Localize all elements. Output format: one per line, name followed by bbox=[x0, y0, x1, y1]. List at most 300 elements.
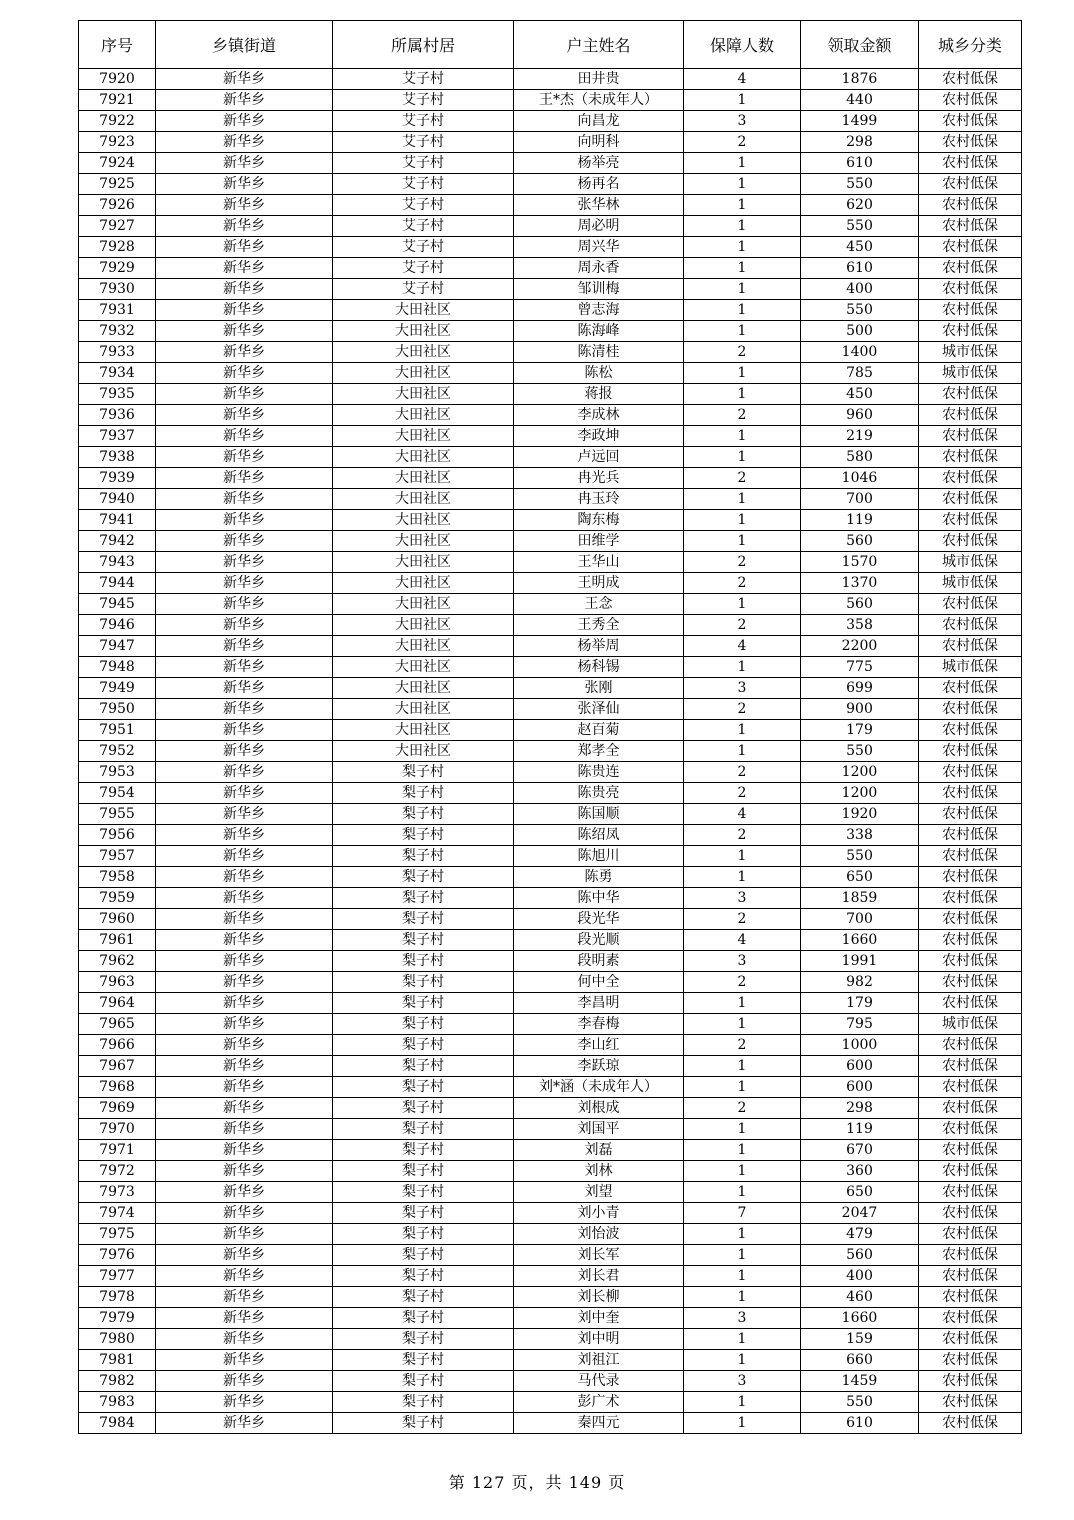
cell-householder: 刘长君 bbox=[514, 1266, 684, 1287]
cell-category: 农村低保 bbox=[919, 972, 1022, 993]
cell-index: 7935 bbox=[79, 384, 156, 405]
cell-persons: 1 bbox=[684, 657, 801, 678]
cell-persons: 1 bbox=[684, 1245, 801, 1266]
col-header-householder: 户主姓名 bbox=[514, 21, 684, 69]
cell-householder: 王华山 bbox=[514, 552, 684, 573]
cell-index: 7951 bbox=[79, 720, 156, 741]
cell-category: 农村低保 bbox=[919, 1119, 1022, 1140]
cell-amount: 179 bbox=[801, 993, 919, 1014]
cell-category: 农村低保 bbox=[919, 1056, 1022, 1077]
cell-householder: 陈勇 bbox=[514, 867, 684, 888]
cell-index: 7924 bbox=[79, 153, 156, 174]
cell-amount: 620 bbox=[801, 195, 919, 216]
cell-index: 7956 bbox=[79, 825, 156, 846]
cell-persons: 1 bbox=[684, 1392, 801, 1413]
cell-index: 7946 bbox=[79, 615, 156, 636]
cell-index: 7948 bbox=[79, 657, 156, 678]
cell-township: 新华乡 bbox=[156, 825, 333, 846]
cell-householder: 田维学 bbox=[514, 531, 684, 552]
cell-village: 梨子村 bbox=[333, 951, 514, 972]
cell-index: 7942 bbox=[79, 531, 156, 552]
cell-persons: 3 bbox=[684, 111, 801, 132]
cell-persons: 1 bbox=[684, 489, 801, 510]
cell-persons: 2 bbox=[684, 699, 801, 720]
cell-householder: 刘祖江 bbox=[514, 1350, 684, 1371]
table-row bbox=[79, 300, 1022, 321]
cell-householder: 杨举亮 bbox=[514, 153, 684, 174]
table-row bbox=[79, 237, 1022, 258]
cell-amount: 610 bbox=[801, 153, 919, 174]
cell-amount: 560 bbox=[801, 1245, 919, 1266]
cell-index: 7954 bbox=[79, 783, 156, 804]
cell-persons: 1 bbox=[684, 363, 801, 384]
cell-category: 农村低保 bbox=[919, 1371, 1022, 1392]
cell-amount: 219 bbox=[801, 426, 919, 447]
table-row bbox=[79, 1056, 1022, 1077]
cell-village: 梨子村 bbox=[333, 1308, 514, 1329]
cell-township: 新华乡 bbox=[156, 573, 333, 594]
cell-index: 7930 bbox=[79, 279, 156, 300]
cell-householder: 陈国顺 bbox=[514, 804, 684, 825]
cell-householder: 陈中华 bbox=[514, 888, 684, 909]
table-row bbox=[79, 888, 1022, 909]
cell-village: 梨子村 bbox=[333, 1203, 514, 1224]
cell-village: 大田社区 bbox=[333, 573, 514, 594]
cell-category: 农村低保 bbox=[919, 720, 1022, 741]
cell-amount: 795 bbox=[801, 1014, 919, 1035]
cell-index: 7966 bbox=[79, 1035, 156, 1056]
cell-category: 农村低保 bbox=[919, 237, 1022, 258]
cell-village: 梨子村 bbox=[333, 783, 514, 804]
cell-index: 7938 bbox=[79, 447, 156, 468]
cell-index: 7959 bbox=[79, 888, 156, 909]
cell-householder: 陈绍凤 bbox=[514, 825, 684, 846]
cell-village: 大田社区 bbox=[333, 531, 514, 552]
table-row bbox=[79, 258, 1022, 279]
table-row bbox=[79, 699, 1022, 720]
cell-householder: 向明科 bbox=[514, 132, 684, 153]
cell-township: 新华乡 bbox=[156, 447, 333, 468]
cell-householder: 王秀全 bbox=[514, 615, 684, 636]
cell-township: 新华乡 bbox=[156, 1413, 333, 1434]
table-row bbox=[79, 1350, 1022, 1371]
cell-village: 大田社区 bbox=[333, 489, 514, 510]
table-row bbox=[79, 783, 1022, 804]
cell-amount: 550 bbox=[801, 300, 919, 321]
cell-category: 农村低保 bbox=[919, 741, 1022, 762]
cell-village: 大田社区 bbox=[333, 405, 514, 426]
cell-amount: 338 bbox=[801, 825, 919, 846]
cell-index: 7923 bbox=[79, 132, 156, 153]
cell-householder: 刘中明 bbox=[514, 1329, 684, 1350]
cell-category: 农村低保 bbox=[919, 1392, 1022, 1413]
cell-index: 7960 bbox=[79, 909, 156, 930]
cell-householder: 彭广术 bbox=[514, 1392, 684, 1413]
cell-village: 艾子村 bbox=[333, 69, 514, 90]
cell-householder: 王明成 bbox=[514, 573, 684, 594]
cell-persons: 2 bbox=[684, 825, 801, 846]
cell-householder: 刘根成 bbox=[514, 1098, 684, 1119]
table-row bbox=[79, 1182, 1022, 1203]
cell-category: 农村低保 bbox=[919, 426, 1022, 447]
cell-township: 新华乡 bbox=[156, 1119, 333, 1140]
table-row bbox=[79, 1308, 1022, 1329]
cell-township: 新华乡 bbox=[156, 804, 333, 825]
cell-village: 梨子村 bbox=[333, 1287, 514, 1308]
table-row bbox=[79, 1077, 1022, 1098]
cell-index: 7934 bbox=[79, 363, 156, 384]
cell-persons: 3 bbox=[684, 678, 801, 699]
cell-index: 7970 bbox=[79, 1119, 156, 1140]
cell-householder: 蒋报 bbox=[514, 384, 684, 405]
cell-index: 7949 bbox=[79, 678, 156, 699]
cell-township: 新华乡 bbox=[156, 699, 333, 720]
cell-householder: 陈清桂 bbox=[514, 342, 684, 363]
cell-householder: 赵百菊 bbox=[514, 720, 684, 741]
table-row bbox=[79, 426, 1022, 447]
cell-index: 7929 bbox=[79, 258, 156, 279]
cell-persons: 2 bbox=[684, 1035, 801, 1056]
table-row bbox=[79, 636, 1022, 657]
cell-township: 新华乡 bbox=[156, 1392, 333, 1413]
cell-householder: 李山红 bbox=[514, 1035, 684, 1056]
cell-village: 大田社区 bbox=[333, 552, 514, 573]
cell-village: 梨子村 bbox=[333, 972, 514, 993]
cell-amount: 450 bbox=[801, 384, 919, 405]
cell-village: 大田社区 bbox=[333, 594, 514, 615]
cell-township: 新华乡 bbox=[156, 531, 333, 552]
cell-township: 新华乡 bbox=[156, 762, 333, 783]
cell-category: 农村低保 bbox=[919, 909, 1022, 930]
cell-category: 农村低保 bbox=[919, 846, 1022, 867]
cell-category: 农村低保 bbox=[919, 678, 1022, 699]
table-row bbox=[79, 153, 1022, 174]
cell-persons: 2 bbox=[684, 615, 801, 636]
cell-index: 7922 bbox=[79, 111, 156, 132]
cell-persons: 4 bbox=[684, 804, 801, 825]
table-row bbox=[79, 69, 1022, 90]
cell-category: 农村低保 bbox=[919, 1161, 1022, 1182]
cell-index: 7937 bbox=[79, 426, 156, 447]
table-row bbox=[79, 993, 1022, 1014]
cell-index: 7969 bbox=[79, 1098, 156, 1119]
cell-category: 农村低保 bbox=[919, 762, 1022, 783]
cell-persons: 1 bbox=[684, 300, 801, 321]
cell-village: 梨子村 bbox=[333, 1161, 514, 1182]
cell-index: 7939 bbox=[79, 468, 156, 489]
cell-index: 7965 bbox=[79, 1014, 156, 1035]
cell-index: 7936 bbox=[79, 405, 156, 426]
cell-index: 7950 bbox=[79, 699, 156, 720]
cell-index: 7964 bbox=[79, 993, 156, 1014]
cell-township: 新华乡 bbox=[156, 468, 333, 489]
cell-township: 新华乡 bbox=[156, 384, 333, 405]
cell-township: 新华乡 bbox=[156, 930, 333, 951]
cell-householder: 卢远回 bbox=[514, 447, 684, 468]
cell-category: 农村低保 bbox=[919, 321, 1022, 342]
cell-township: 新华乡 bbox=[156, 237, 333, 258]
cell-category: 农村低保 bbox=[919, 594, 1022, 615]
cell-amount: 119 bbox=[801, 510, 919, 531]
table-row bbox=[79, 1119, 1022, 1140]
cell-amount: 700 bbox=[801, 909, 919, 930]
cell-index: 7927 bbox=[79, 216, 156, 237]
cell-householder: 李春梅 bbox=[514, 1014, 684, 1035]
cell-persons: 2 bbox=[684, 552, 801, 573]
cell-category: 城市低保 bbox=[919, 657, 1022, 678]
cell-township: 新华乡 bbox=[156, 1161, 333, 1182]
cell-category: 农村低保 bbox=[919, 951, 1022, 972]
cell-village: 大田社区 bbox=[333, 699, 514, 720]
cell-category: 农村低保 bbox=[919, 825, 1022, 846]
cell-index: 7943 bbox=[79, 552, 156, 573]
cell-village: 梨子村 bbox=[333, 1266, 514, 1287]
cell-township: 新华乡 bbox=[156, 783, 333, 804]
cell-township: 新华乡 bbox=[156, 909, 333, 930]
cell-amount: 1370 bbox=[801, 573, 919, 594]
cell-township: 新华乡 bbox=[156, 1371, 333, 1392]
cell-amount: 550 bbox=[801, 741, 919, 762]
cell-amount: 550 bbox=[801, 174, 919, 195]
cell-householder: 何中全 bbox=[514, 972, 684, 993]
cell-amount: 982 bbox=[801, 972, 919, 993]
cell-amount: 159 bbox=[801, 1329, 919, 1350]
cell-category: 农村低保 bbox=[919, 1329, 1022, 1350]
cell-householder: 刘国平 bbox=[514, 1119, 684, 1140]
cell-township: 新华乡 bbox=[156, 1056, 333, 1077]
cell-index: 7984 bbox=[79, 1413, 156, 1434]
cell-township: 新华乡 bbox=[156, 195, 333, 216]
cell-amount: 900 bbox=[801, 699, 919, 720]
cell-householder: 周兴华 bbox=[514, 237, 684, 258]
cell-village: 梨子村 bbox=[333, 762, 514, 783]
table-row bbox=[79, 216, 1022, 237]
cell-persons: 1 bbox=[684, 594, 801, 615]
cell-index: 7957 bbox=[79, 846, 156, 867]
cell-persons: 2 bbox=[684, 468, 801, 489]
cell-category: 农村低保 bbox=[919, 195, 1022, 216]
cell-index: 7973 bbox=[79, 1182, 156, 1203]
cell-village: 大田社区 bbox=[333, 636, 514, 657]
table-row bbox=[79, 1224, 1022, 1245]
table-row bbox=[79, 1035, 1022, 1056]
cell-persons: 4 bbox=[684, 69, 801, 90]
cell-amount: 550 bbox=[801, 846, 919, 867]
cell-category: 农村低保 bbox=[919, 531, 1022, 552]
cell-township: 新华乡 bbox=[156, 867, 333, 888]
cell-category: 农村低保 bbox=[919, 384, 1022, 405]
col-header-village: 所属村居 bbox=[333, 21, 514, 69]
table-row bbox=[79, 1329, 1022, 1350]
cell-village: 梨子村 bbox=[333, 1413, 514, 1434]
cell-persons: 1 bbox=[684, 90, 801, 111]
cell-householder: 刘长柳 bbox=[514, 1287, 684, 1308]
cell-category: 农村低保 bbox=[919, 1413, 1022, 1434]
cell-township: 新华乡 bbox=[156, 594, 333, 615]
cell-householder: 张刚 bbox=[514, 678, 684, 699]
cell-township: 新华乡 bbox=[156, 1182, 333, 1203]
cell-township: 新华乡 bbox=[156, 888, 333, 909]
cell-amount: 479 bbox=[801, 1224, 919, 1245]
cell-category: 城市低保 bbox=[919, 363, 1022, 384]
cell-amount: 960 bbox=[801, 405, 919, 426]
cell-category: 农村低保 bbox=[919, 615, 1022, 636]
col-header-category: 城乡分类 bbox=[919, 21, 1022, 69]
cell-householder: 王念 bbox=[514, 594, 684, 615]
table-row bbox=[79, 1140, 1022, 1161]
cell-village: 大田社区 bbox=[333, 447, 514, 468]
cell-village: 艾子村 bbox=[333, 195, 514, 216]
cell-village: 大田社区 bbox=[333, 363, 514, 384]
cell-village: 梨子村 bbox=[333, 1077, 514, 1098]
cell-householder: 刘中奎 bbox=[514, 1308, 684, 1329]
cell-persons: 1 bbox=[684, 741, 801, 762]
cell-category: 农村低保 bbox=[919, 1224, 1022, 1245]
cell-amount: 650 bbox=[801, 867, 919, 888]
cell-village: 梨子村 bbox=[333, 867, 514, 888]
cell-village: 大田社区 bbox=[333, 300, 514, 321]
header-row bbox=[79, 21, 1022, 69]
cell-index: 7962 bbox=[79, 951, 156, 972]
table-row bbox=[79, 510, 1022, 531]
cell-village: 梨子村 bbox=[333, 993, 514, 1014]
table-row bbox=[79, 867, 1022, 888]
cell-amount: 700 bbox=[801, 489, 919, 510]
cell-village: 梨子村 bbox=[333, 1140, 514, 1161]
cell-persons: 1 bbox=[684, 447, 801, 468]
cell-village: 大田社区 bbox=[333, 342, 514, 363]
cell-amount: 610 bbox=[801, 258, 919, 279]
cell-village: 大田社区 bbox=[333, 678, 514, 699]
cell-category: 农村低保 bbox=[919, 258, 1022, 279]
cell-amount: 550 bbox=[801, 1392, 919, 1413]
cell-index: 7932 bbox=[79, 321, 156, 342]
cell-category: 农村低保 bbox=[919, 1098, 1022, 1119]
cell-township: 新华乡 bbox=[156, 1308, 333, 1329]
cell-township: 新华乡 bbox=[156, 279, 333, 300]
cell-amount: 699 bbox=[801, 678, 919, 699]
cell-householder: 邹训梅 bbox=[514, 279, 684, 300]
table-row bbox=[79, 825, 1022, 846]
cell-category: 城市低保 bbox=[919, 1014, 1022, 1035]
cell-amount: 2047 bbox=[801, 1203, 919, 1224]
cell-index: 7976 bbox=[79, 1245, 156, 1266]
cell-persons: 1 bbox=[684, 1140, 801, 1161]
cell-amount: 550 bbox=[801, 216, 919, 237]
col-header-persons: 保障人数 bbox=[684, 21, 801, 69]
cell-householder: 陈海峰 bbox=[514, 321, 684, 342]
cell-householder: 杨科锡 bbox=[514, 657, 684, 678]
table-row bbox=[79, 657, 1022, 678]
cell-persons: 1 bbox=[684, 1266, 801, 1287]
cell-persons: 1 bbox=[684, 1287, 801, 1308]
col-header-township: 乡镇街道 bbox=[156, 21, 333, 69]
cell-category: 农村低保 bbox=[919, 300, 1022, 321]
cell-index: 7947 bbox=[79, 636, 156, 657]
cell-category: 农村低保 bbox=[919, 447, 1022, 468]
cell-persons: 1 bbox=[684, 1329, 801, 1350]
cell-category: 农村低保 bbox=[919, 1077, 1022, 1098]
cell-amount: 360 bbox=[801, 1161, 919, 1182]
cell-persons: 1 bbox=[684, 720, 801, 741]
cell-township: 新华乡 bbox=[156, 678, 333, 699]
cell-index: 7944 bbox=[79, 573, 156, 594]
cell-persons: 1 bbox=[684, 216, 801, 237]
cell-category: 农村低保 bbox=[919, 153, 1022, 174]
table-row bbox=[79, 195, 1022, 216]
cell-category: 农村低保 bbox=[919, 216, 1022, 237]
table-row bbox=[79, 615, 1022, 636]
cell-village: 梨子村 bbox=[333, 804, 514, 825]
cell-category: 农村低保 bbox=[919, 783, 1022, 804]
cell-village: 梨子村 bbox=[333, 1224, 514, 1245]
cell-householder: 李政坤 bbox=[514, 426, 684, 447]
cell-township: 新华乡 bbox=[156, 720, 333, 741]
cell-householder: 周必明 bbox=[514, 216, 684, 237]
cell-householder: 曾志海 bbox=[514, 300, 684, 321]
cell-index: 7974 bbox=[79, 1203, 156, 1224]
cell-village: 艾子村 bbox=[333, 174, 514, 195]
cell-index: 7953 bbox=[79, 762, 156, 783]
cell-persons: 1 bbox=[684, 867, 801, 888]
table-row bbox=[79, 573, 1022, 594]
cell-amount: 500 bbox=[801, 321, 919, 342]
table-row bbox=[79, 1371, 1022, 1392]
col-header-amount: 领取金额 bbox=[801, 21, 919, 69]
cell-householder: 周永香 bbox=[514, 258, 684, 279]
cell-village: 梨子村 bbox=[333, 1329, 514, 1350]
cell-persons: 1 bbox=[684, 1077, 801, 1098]
cell-index: 7983 bbox=[79, 1392, 156, 1413]
cell-persons: 1 bbox=[684, 279, 801, 300]
cell-persons: 2 bbox=[684, 573, 801, 594]
cell-category: 农村低保 bbox=[919, 468, 1022, 489]
cell-township: 新华乡 bbox=[156, 552, 333, 573]
cell-village: 大田社区 bbox=[333, 615, 514, 636]
cell-persons: 1 bbox=[684, 1056, 801, 1077]
table-row bbox=[79, 762, 1022, 783]
cell-amount: 600 bbox=[801, 1077, 919, 1098]
cell-township: 新华乡 bbox=[156, 69, 333, 90]
cell-category: 农村低保 bbox=[919, 1140, 1022, 1161]
cell-persons: 1 bbox=[684, 1224, 801, 1245]
cell-householder: 刘*涵（未成年人） bbox=[514, 1077, 684, 1098]
cell-category: 农村低保 bbox=[919, 930, 1022, 951]
cell-village: 梨子村 bbox=[333, 1245, 514, 1266]
cell-index: 7980 bbox=[79, 1329, 156, 1350]
table-row bbox=[79, 1098, 1022, 1119]
cell-persons: 1 bbox=[684, 1413, 801, 1434]
cell-index: 7978 bbox=[79, 1287, 156, 1308]
cell-amount: 1920 bbox=[801, 804, 919, 825]
cell-householder: 马代录 bbox=[514, 1371, 684, 1392]
cell-index: 7979 bbox=[79, 1308, 156, 1329]
assistance-table bbox=[78, 20, 1022, 1434]
cell-index: 7941 bbox=[79, 510, 156, 531]
cell-category: 农村低保 bbox=[919, 993, 1022, 1014]
cell-village: 艾子村 bbox=[333, 258, 514, 279]
cell-householder: 田井贵 bbox=[514, 69, 684, 90]
cell-category: 农村低保 bbox=[919, 90, 1022, 111]
cell-persons: 2 bbox=[684, 783, 801, 804]
cell-village: 大田社区 bbox=[333, 468, 514, 489]
col-header-index: 序号 bbox=[79, 21, 156, 69]
cell-amount: 660 bbox=[801, 1350, 919, 1371]
cell-category: 农村低保 bbox=[919, 888, 1022, 909]
table-row bbox=[79, 741, 1022, 762]
cell-persons: 1 bbox=[684, 1014, 801, 1035]
cell-village: 艾子村 bbox=[333, 111, 514, 132]
